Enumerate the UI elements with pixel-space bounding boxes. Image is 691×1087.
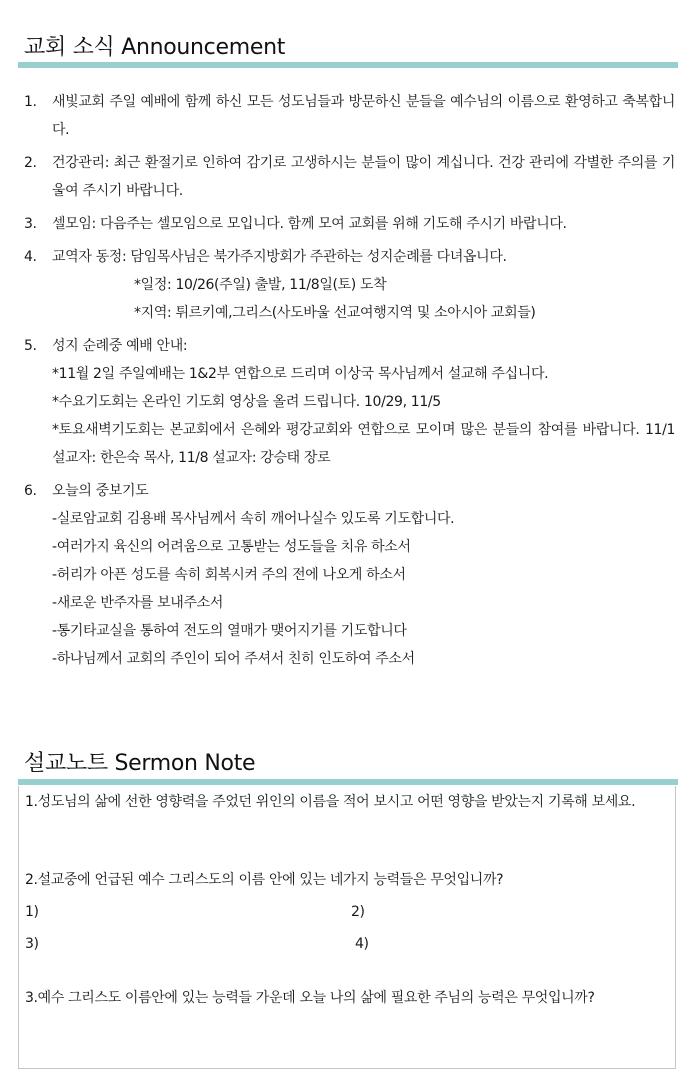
item-text: 건강관리: 최근 환절기로 인하여 감기로 고생하시는 분들이 많이 계십니다. 건강 관리에 각별한 주의를 기울여 주시기 바랍니다. — [52, 155, 675, 199]
announcement-item-1 — [0, 88, 691, 144]
item-text: 셀모임: 다음주는 셀모임으로 모입니다. 함께 모여 교회를 위해 기도해 주시기 바랍니다. — [52, 216, 567, 232]
announcement-item-6 — [0, 477, 691, 673]
prayer-request: -실로암교회 김용배 목사님께서 속히 깨어나실수 있도록 기도합니다. — [52, 511, 455, 527]
sermon-note-title-rule — [18, 779, 678, 785]
answer-label-1: 1) — [25, 904, 39, 920]
announcement-list — [0, 88, 691, 678]
answer-label-2: 2) — [351, 904, 365, 920]
item-number: 6. — [24, 483, 37, 499]
sermon-question-2: 2.설교중에 언급된 예수 그리스도의 이름 안에 있는 네가지 능력들은 무엇입니까? — [25, 872, 504, 888]
announcement-item-3 — [0, 210, 691, 238]
prayer-request: -허리가 아픈 성도를 속히 회복시켜 주의 전에 나오게 하소서 — [52, 567, 406, 583]
sunday-service-info: *11월 2일 주일예배는 1&2부 연합으로 드리며 이상국 목사님께서 설교해 주십니다. — [52, 366, 549, 382]
announcement-item-5 — [0, 332, 691, 472]
item-number: 4. — [24, 249, 37, 265]
announcement-title: 교회 소식 Announcement — [24, 35, 286, 60]
item-text: 교역자 동정: 담임목사님은 북가주지방회가 주관하는 성지순례를 다녀옵니다. — [52, 249, 507, 265]
sermon-note-title: 설교노트 Sermon Note — [24, 751, 256, 776]
answer-label-3: 3) — [25, 936, 39, 952]
item-number: 3. — [24, 216, 37, 232]
item-number: 1. — [24, 94, 37, 110]
sermon-question-3: 3.예수 그리스도 이름안에 있는 능력들 가운데 오늘 나의 삶에 필요한 주님의 능력은 무엇입니까? — [25, 990, 595, 1006]
answer-label-4: 4) — [355, 936, 369, 952]
prayer-request: -하나님께서 교회의 주인이 되어 주셔서 친히 인도하여 주소서 — [52, 651, 415, 667]
item-text: 성지 순례중 예배 안내: — [52, 338, 188, 354]
item-number: 2. — [24, 155, 37, 171]
item-number: 5. — [24, 338, 37, 354]
trip-region: *지역: 튀르키예,그리스(사도바울 선교여행지역 및 소아시아 교회들) — [134, 305, 536, 321]
announcement-item-2 — [0, 149, 691, 205]
item-text: 새빛교회 주일 예배에 함께 하신 모든 성도님들과 방문하신 분들을 예수님의 이름으로 환영하고 축복합니다. — [52, 94, 675, 138]
prayer-request: -여러가지 육신의 어려움으로 고통받는 성도들을 치유 하소서 — [52, 539, 411, 555]
sermon-note-box — [18, 786, 676, 1069]
trip-schedule: *일정: 10/26(주일) 출발, 11/8일(토) 도착 — [134, 277, 387, 293]
prayer-request: -새로운 반주자를 보내주소서 — [52, 595, 223, 611]
sermon-question-1: 1.성도님의 삶에 선한 영향력을 주었던 위인의 이름을 적어 보시고 어떤 영향을 받았는지 기록해 보세요. — [25, 794, 636, 810]
announcement-item-4 — [0, 243, 691, 327]
wednesday-prayer-info: *수요기도회는 온라인 기도회 영상을 올려 드립니다. 10/29, 11/5 — [52, 394, 441, 410]
prayer-request: -통기타교실을 통하여 전도의 열매가 맺어지기를 기도합니다 — [52, 623, 407, 639]
announcement-title-rule — [18, 62, 678, 68]
item-text: 오늘의 중보기도 — [52, 483, 149, 499]
saturday-dawn-prayer-info: *토요새벽기도회는 본교회에서 은혜와 평강교회와 연합으로 모이며 많은 분들의 참여를 바랍니다. 11/1 설교자: 한은숙 목사, 11/8 설교자: 강승태 장로 — [52, 422, 675, 466]
